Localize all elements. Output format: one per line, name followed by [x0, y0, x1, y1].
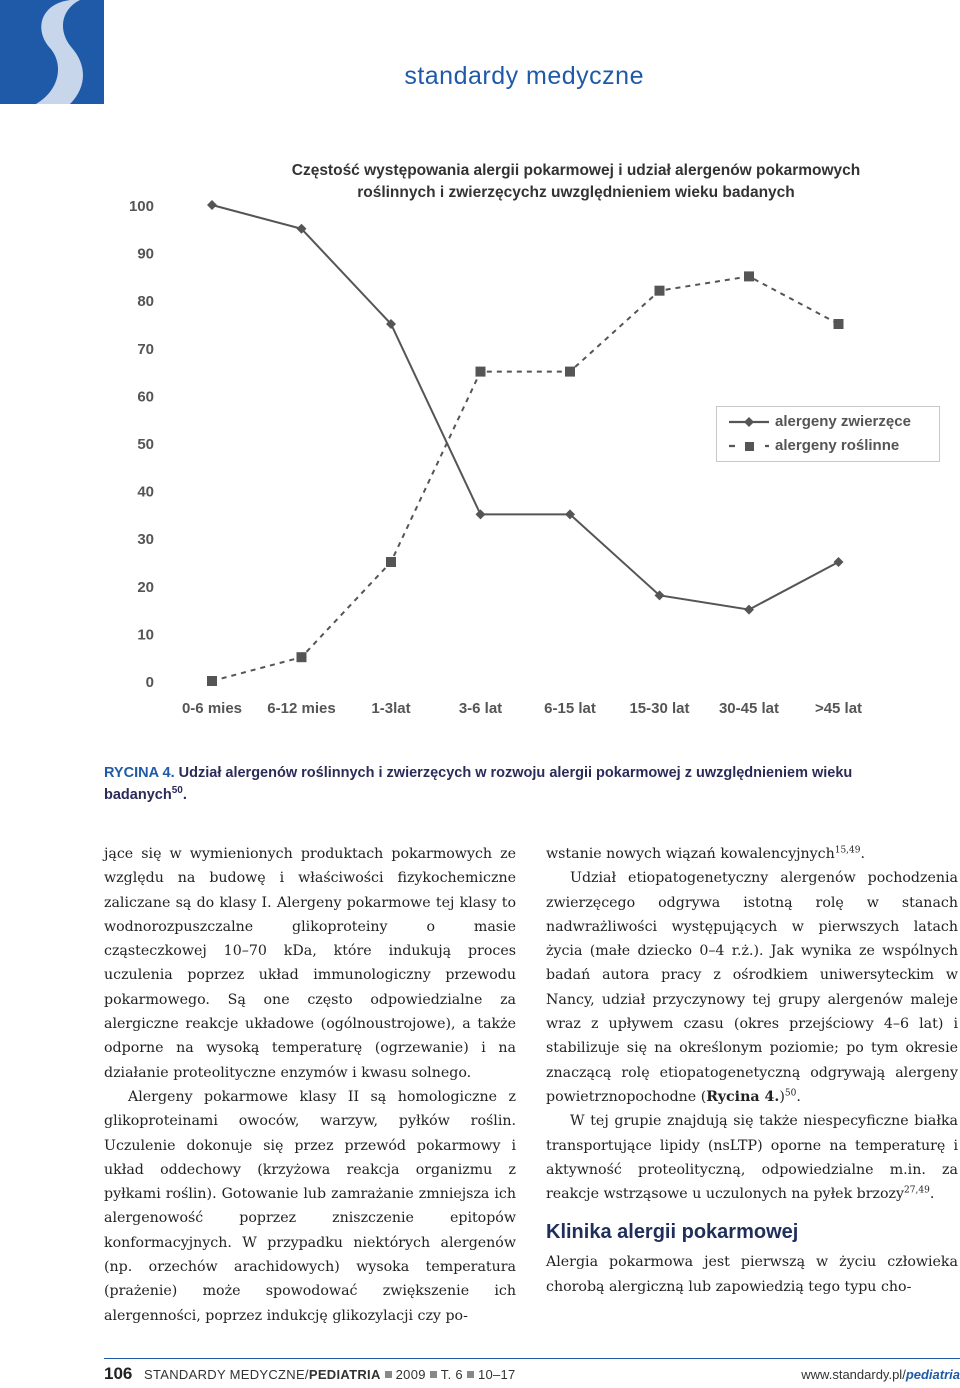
x-tick-label: >45 lat — [814, 700, 863, 717]
paragraph-text: W tej grupie znajdują się także niespecyficzne białka transportujące lipidy (nsLTP) oporne na temperaturę i aktywność proteolityczną, odpowiedzialne m.in. za reakcje wstrząsowe u uczulonych na pyłek brzozy — [546, 1113, 958, 1203]
paragraph — [546, 842, 958, 866]
footer-divider — [104, 1358, 960, 1359]
data-point-plant — [834, 319, 844, 329]
chart-title — [256, 160, 896, 204]
paragraph: jące się w wymienionych produktach pokarmowych ze względu na budowę i właściwości fizykochemiczne zaliczane są do klasy I. Alergeny pokarmowe tej klasy to wodnorozpuszczalne glikoproteiny o masie cząsteczkowej 10–70 kDa, które indukują proces uczulenia poprzez układ immunologiczny przewodu pokarmowego. Są one często odpowiedzialne za alergiczne reakcje układowe (ogólnoustrojowe), a także odporne na wysoką temperaturę (ogrzewanie) i na działanie proteolityczne enzymów i kwasu solnego. — [104, 846, 516, 1081]
citation-ref: 27,49 — [904, 1185, 930, 1196]
y-tick-label: 90 — [137, 245, 154, 263]
chart-legend — [716, 406, 940, 462]
paragraph — [546, 866, 958, 1109]
journal-citation — [144, 1367, 516, 1382]
y-tick-label: 80 — [137, 293, 154, 311]
paragraph-end: . — [929, 1186, 935, 1203]
caption-label: RYCINA 4. — [104, 765, 175, 781]
series-line-plant — [212, 276, 839, 681]
data-point-plant — [744, 271, 754, 281]
data-point-plant — [565, 367, 575, 377]
data-point-animal — [207, 200, 217, 210]
journal-url[interactable] — [801, 1367, 960, 1382]
column-right — [546, 842, 958, 1299]
data-point-plant — [476, 367, 486, 377]
column-left — [104, 842, 516, 1328]
data-point-animal — [744, 605, 754, 615]
data-point-animal — [834, 557, 844, 567]
y-tick-label: 40 — [137, 483, 154, 501]
data-point-plant — [386, 557, 396, 567]
caption-ref: 50 — [171, 785, 183, 796]
y-tick-label: 20 — [137, 578, 154, 596]
legend-label-plant: alergeny roślinne — [775, 437, 900, 454]
x-tick-label: 30-45 lat — [718, 700, 780, 717]
paragraph-end: . — [796, 1088, 801, 1105]
journal-name: STANDARDY MEDYCZNE/ — [144, 1367, 309, 1382]
y-tick-label: 70 — [137, 340, 154, 358]
paragraph: Alergeny pokarmowe klasy II są homologiczne z glikoproteinami owoców, warzyw, pyłków roślin. Uczulenie dokonuje się przez przewód pokarmowy i układ oddechowy (krzyżowa reakcja organizmu z pyłkami roślin). Gotowanie lub zamrażanie zmniejsza ich alergenowość poprzez zniszczenie epitopów konformacyjnych. W przypadku niektórych alergenów (np. orzechów arachidowych) wysoka temperatura (prażenie) może spowodować zwiększenie ich alergenności, poprzez indukcję glikozylacji czy po- — [104, 1088, 516, 1324]
section-heading: Klinika alergii pokarmowej — [546, 1221, 799, 1244]
square-bullet-icon — [430, 1371, 437, 1378]
logo-s-icon — [0, 0, 104, 104]
legend-label-animal: alergeny zwierzęce — [775, 413, 911, 430]
x-tick-label: 6-15 lat — [544, 700, 596, 717]
figure-chart — [118, 150, 938, 730]
citation-ref: 50 — [784, 1088, 797, 1099]
caption-text: Udział alergenów roślinnych i zwierzęcych w rozwoju alergii pokarmowej z uwzględnieniem wieku badanych — [104, 765, 853, 803]
journal-pages: 10–17 — [477, 1367, 516, 1382]
x-tick-label: 15-30 lat — [629, 700, 690, 717]
data-point-animal — [476, 509, 486, 519]
x-tick-label: 0-6 mies — [181, 700, 243, 717]
journal-year: 2009 — [395, 1367, 426, 1382]
journal-brand: standardy medyczne — [404, 62, 644, 90]
paragraph-text: Udział etiopatogenetyczny alergenów pochodzenia zwierzęcego odgrywa istotną rolę w stanach nadwrażliwości występujących w pierwszych latach życia (małe dziecko 0–4 r.ż.). Jak wynika ze wspólnych badań autora pracy z ośrodkiem uniwersyteckim w Nancy, udział przyczynowy tej grupy alergenów maleje wraz z upływem czasu (okres przejściowy 4–6 lat) i stabilizuje się na określonym poziomie; po tym okresie znaczącą rolę etiopatogenetyczną odgrywają alergeny powietrznopochodne ( — [546, 870, 958, 1105]
journal-logo — [0, 0, 104, 104]
caption-end: . — [182, 786, 187, 803]
journal-section: PEDIATRIA — [308, 1367, 381, 1382]
x-tick-label: 1-3lat — [371, 700, 411, 717]
figure-ref: Rycina 4. — [706, 1088, 780, 1105]
y-tick-label: 0 — [145, 674, 154, 691]
x-tick-label: 6-12 mies — [267, 700, 336, 717]
page-number: 106 — [104, 1364, 133, 1383]
y-tick-label: 30 — [137, 531, 154, 549]
paragraph-end: . — [860, 846, 866, 862]
page-footer — [104, 1366, 960, 1388]
paragraph: Alergia pokarmowa jest pierwszą w życiu człowieka chorobą alergiczną lub zapowiedzią tego typu cho- — [546, 1254, 958, 1295]
legend-square-dash-icon — [717, 435, 773, 457]
paragraph-close: ) — [779, 1088, 785, 1105]
y-tick-label: 60 — [137, 388, 154, 406]
square-bullet-icon — [467, 1371, 474, 1378]
data-point-plant — [655, 286, 665, 296]
y-tick-label: 50 — [137, 436, 154, 453]
paragraph — [546, 1109, 958, 1206]
journal-volume: T. 6 — [440, 1367, 463, 1382]
paragraph-text: wstanie nowych wiązań kowalencyjnych — [546, 846, 835, 862]
y-tick-label: 100 — [128, 198, 154, 215]
url-section: pediatria — [905, 1367, 960, 1382]
citation-ref: 15,49 — [834, 845, 861, 856]
x-tick-label: 3-6 lat — [458, 700, 503, 717]
url-domain: www.standardy.pl/ — [801, 1367, 906, 1382]
legend-diamond-line-icon — [717, 411, 773, 433]
data-point-plant — [297, 652, 307, 662]
square-bullet-icon — [385, 1371, 392, 1378]
y-tick-label: 10 — [137, 626, 154, 644]
data-point-plant — [207, 676, 217, 686]
chart-title-line-1: Częstość występowania alergii pokarmowej i udział alergenów pokarmowych — [291, 162, 861, 179]
chart-title-line-2: roślinnych i zwierzęcychz uwzględnieniem wieku badanych — [357, 184, 795, 201]
figure-caption — [104, 764, 904, 804]
